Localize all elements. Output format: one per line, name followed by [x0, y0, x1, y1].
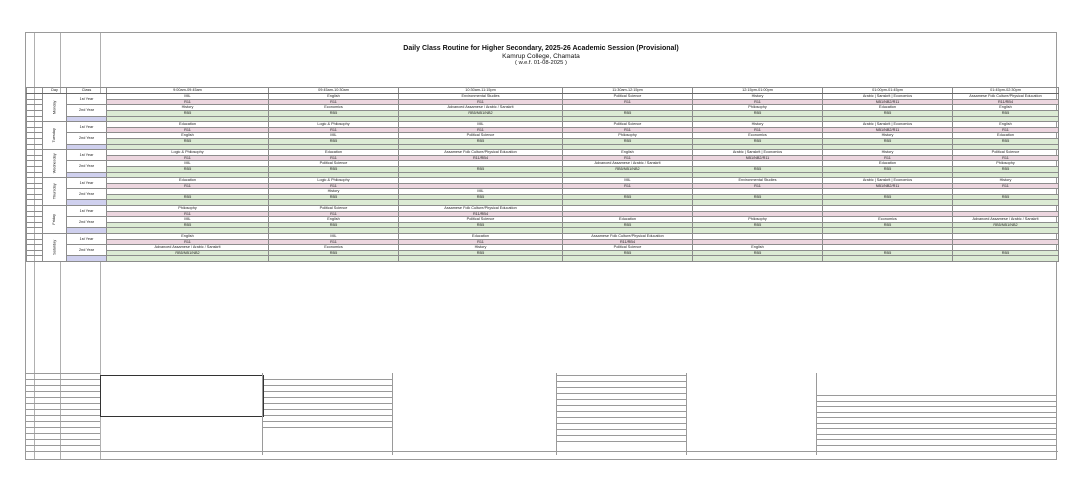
- routine-cell: RB5: [107, 194, 269, 200]
- grid-line: [262, 415, 392, 416]
- grid-line: [556, 423, 686, 424]
- class-cell: 2nd Year: [67, 105, 107, 116]
- header-class: Class: [67, 88, 107, 94]
- separator-cell: [269, 256, 399, 262]
- grid-line: [262, 403, 392, 404]
- grid-line: [26, 433, 100, 434]
- routine-cell: R11: [269, 239, 399, 245]
- routine-cell: MIL: [269, 234, 399, 240]
- page-title: Daily Class Routine for Higher Secondary, 2025-26 Academic Session (Provisional): [403, 45, 679, 52]
- routine-cell: RB5: [953, 166, 1059, 172]
- routine-cell: RB5: [953, 250, 1059, 256]
- routine-cell: R11: [399, 239, 563, 245]
- routine-cell: Logic & Philosophy: [269, 122, 399, 128]
- grid-line: [26, 427, 100, 428]
- routine-cell: RB5: [269, 250, 399, 256]
- routine-cell: R11: [563, 183, 693, 189]
- routine-cell: Logic & Philosophy: [269, 178, 399, 184]
- separator-cell: [563, 256, 693, 262]
- day-cell: [43, 150, 67, 178]
- routine-cell: English: [953, 122, 1059, 128]
- routine-cell: Assamese Folk Culture/Physical Education: [563, 234, 693, 240]
- grid-line: [26, 421, 100, 422]
- day-cell: [43, 94, 67, 122]
- grid-line: [26, 373, 100, 374]
- routine-cell: R11: [399, 99, 563, 105]
- class-cell: 2nd Year: [67, 133, 107, 144]
- routine-cell: Education: [823, 161, 953, 167]
- grid-line: [816, 373, 817, 455]
- routine-cell: RB5/NB1/NB2: [399, 110, 563, 116]
- separator-cell: [953, 256, 1059, 262]
- separator-cell: [399, 256, 563, 262]
- routine-cell: RB5: [823, 110, 953, 116]
- separator-cell: [693, 256, 823, 262]
- grid-line: [26, 379, 100, 380]
- routine-cell: R11: [269, 99, 399, 105]
- routine-cell: R11: [107, 127, 269, 133]
- grid-line: [816, 412, 1056, 413]
- routine-cell: R11: [953, 183, 1059, 189]
- routine-cell: R11: [693, 127, 823, 133]
- period-header: 11:30am-12:15pm: [563, 88, 693, 94]
- routine-cell: RB5: [823, 166, 953, 172]
- grid-line: [262, 409, 392, 410]
- class-cell-blank: [67, 256, 107, 262]
- class-cell: 1st Year: [67, 206, 107, 217]
- grid-line: [100, 451, 1058, 452]
- period-header: 12:15pm-01:00pm: [693, 88, 823, 94]
- routine-cell: RB5: [399, 222, 563, 228]
- routine-cell: RB5: [107, 110, 269, 116]
- routine-cell: R11/RB4: [399, 211, 563, 217]
- routine-cell: R11/RB4: [399, 155, 563, 161]
- grid-line: [686, 373, 687, 455]
- routine-cell: RB5: [823, 138, 953, 144]
- routine-cell: Advanced Assamese / Arabic / Sanskrit: [107, 245, 269, 251]
- class-cell: 2nd Year: [67, 245, 107, 256]
- routine-cell: RB5: [953, 138, 1059, 144]
- routine-cell: MIL: [107, 217, 269, 223]
- day-cell: [43, 122, 67, 150]
- period-header: 09:45am-10:30am: [269, 88, 399, 94]
- routine-cell: RB5: [399, 166, 563, 172]
- routine-sheet: [25, 32, 1057, 460]
- routine-cell: English: [269, 217, 399, 223]
- routine-cell: Political Science: [269, 161, 399, 167]
- routine-cell: R11: [563, 155, 693, 161]
- routine-cell: R11/RB4: [953, 99, 1059, 105]
- day-label: Thursday: [52, 183, 57, 200]
- grid-line: [262, 373, 263, 455]
- routine-cell: MIL: [269, 133, 399, 139]
- grid-line: [26, 451, 100, 452]
- routine-cell: History: [107, 105, 269, 111]
- college-name: Kamrup College, Chamata: [502, 53, 580, 60]
- routine-cell: R11: [107, 155, 269, 161]
- routine-cell: RB5: [269, 166, 399, 172]
- routine-table: [26, 87, 1059, 262]
- class-cell: 2nd Year: [67, 161, 107, 172]
- grid-line: [556, 441, 686, 442]
- routine-cell: R11: [269, 211, 399, 217]
- routine-cell: R11: [107, 239, 269, 245]
- grid-line: [26, 409, 100, 410]
- routine-cell: R11: [107, 99, 269, 105]
- day-label: Saturday: [52, 239, 57, 256]
- grid-line: [26, 439, 100, 440]
- grid-line: [816, 417, 1056, 418]
- routine-cell: Arabic | Sanskrit | Economics: [823, 178, 953, 184]
- routine-cell: Philosophy: [107, 206, 269, 212]
- routine-cell: Political Science: [563, 245, 693, 251]
- routine-cell: Philosophy: [693, 217, 823, 223]
- routine-cell: English: [953, 105, 1059, 111]
- routine-cell: Education: [107, 178, 269, 184]
- routine-cell: Arabic | Sanskrit | Economics: [823, 122, 953, 128]
- routine-cell: RB5: [693, 250, 823, 256]
- routine-cell: Advanced Assamese / Arabic / Sanskrit: [953, 217, 1059, 223]
- routine-cell: Environmental Studies: [693, 178, 823, 184]
- routine-cell: Education: [953, 133, 1059, 139]
- routine-cell: English: [563, 150, 693, 156]
- day-label: Friday: [52, 214, 57, 225]
- routine-cell: RB5: [953, 110, 1059, 116]
- grid-line: [392, 373, 393, 455]
- period-header: 10:30am-11:15pm: [399, 88, 563, 94]
- routine-cell: RB5: [107, 138, 269, 144]
- grid-line: [26, 385, 100, 386]
- period-header: 9:00am-09:45am: [107, 88, 269, 94]
- grid-line: [556, 375, 686, 376]
- grid-line: [556, 387, 686, 388]
- routine-cell: RB5: [693, 110, 823, 116]
- routine-cell: Education: [563, 217, 693, 223]
- routine-cell: Political Science: [563, 94, 693, 100]
- grid-line: [26, 397, 100, 398]
- grid-line: [556, 399, 686, 400]
- routine-cell: NB1/NB2/R11: [693, 155, 823, 161]
- routine-cell: RB5: [823, 222, 953, 228]
- routine-cell: R11: [953, 127, 1059, 133]
- routine-cell: MIL: [107, 94, 269, 100]
- routine-cell: History: [823, 133, 953, 139]
- routine-cell: Political Science: [953, 150, 1059, 156]
- routine-cell: MIL: [563, 178, 693, 184]
- routine-cell: RB5: [563, 194, 693, 200]
- routine-cell: Assamese Folk Culture/Physical Education: [399, 206, 563, 212]
- class-cell: 1st Year: [67, 122, 107, 133]
- grid-line: [262, 427, 392, 428]
- routine-cell: Advanced Assamese / Arabic / Sanskrit: [399, 105, 563, 111]
- period-header: 01:00pm-01:45pm: [823, 88, 953, 94]
- routine-cell: RB5: [693, 194, 823, 200]
- routine-cell: Environmental Studies: [399, 94, 563, 100]
- grid-line: [816, 428, 1056, 429]
- empty-box: [100, 375, 264, 417]
- class-cell: 1st Year: [67, 178, 107, 189]
- day-label: Wednesday: [52, 153, 57, 174]
- routine-cell: RB5: [269, 138, 399, 144]
- routine-cell: R11: [107, 211, 269, 217]
- routine-cell: English: [107, 133, 269, 139]
- routine-cell: RB5: [269, 222, 399, 228]
- routine-cell: RB5: [563, 222, 693, 228]
- routine-cell: English: [693, 245, 823, 251]
- routine-cell: RB5: [693, 138, 823, 144]
- grid-line: [26, 391, 100, 392]
- routine-cell: Economics: [693, 133, 823, 139]
- day-label: Tuesday: [52, 128, 57, 143]
- routine-cell: MIL: [107, 161, 269, 167]
- day-label: Monday: [52, 100, 57, 115]
- class-cell: 2nd Year: [67, 189, 107, 200]
- grid-line: [816, 401, 1056, 402]
- separator-row: [27, 256, 1059, 262]
- separator-cell: [823, 256, 953, 262]
- routine-cell: History: [693, 122, 823, 128]
- routine-cell: RB5: [563, 110, 693, 116]
- grid-line: [556, 411, 686, 412]
- routine-cell: R11: [269, 183, 399, 189]
- routine-cell: Political Science: [399, 133, 563, 139]
- routine-cell: Advanced Assamese / Arabic / Sanskrit: [563, 161, 693, 167]
- routine-cell: MIL: [399, 122, 563, 128]
- routine-cell: Arabic | Sanskrit | Economics: [823, 94, 953, 100]
- grid-line: [262, 421, 392, 422]
- routine-cell: Assamese Folk Culture/Physical Education: [953, 94, 1059, 100]
- routine-cell: RB5: [563, 138, 693, 144]
- routine-cell: Philosophy: [563, 133, 693, 139]
- grid-line: [262, 385, 392, 386]
- routine-cell: RB5: [399, 194, 563, 200]
- routine-cell: NB1/NB2/R11: [823, 183, 953, 189]
- routine-cell: RB5/NB1/NB2: [107, 250, 269, 256]
- grid-line: [262, 397, 392, 398]
- routine-cell: RB5/NB1/NB2: [953, 222, 1059, 228]
- grid-line: [816, 395, 1056, 396]
- day-cell: [43, 206, 67, 234]
- routine-cell: Philosophy: [953, 161, 1059, 167]
- grid-line: [816, 439, 1056, 440]
- routine-cell: Education: [107, 122, 269, 128]
- routine-cell: History: [693, 94, 823, 100]
- routine-cell: Arabic | Sanskrit | Economics: [693, 150, 823, 156]
- routine-cell: R11: [693, 183, 823, 189]
- routine-cell: R11: [693, 99, 823, 105]
- routine-cell: RB5: [693, 222, 823, 228]
- routine-cell: RB5: [563, 250, 693, 256]
- routine-cell: RB5: [823, 194, 953, 200]
- routine-cell: RB5: [107, 222, 269, 228]
- routine-cell: R11: [269, 155, 399, 161]
- grid-line: [816, 434, 1056, 435]
- grid-line: [556, 373, 557, 455]
- routine-cell: RB5: [823, 250, 953, 256]
- routine-cell: MIL: [399, 189, 563, 195]
- routine-cell: RB5/NB1/NB2: [563, 166, 693, 172]
- routine-cell: Economics: [269, 245, 399, 251]
- routine-cell: Education: [399, 234, 563, 240]
- routine-cell: RB5: [269, 194, 399, 200]
- margin-cell: [27, 256, 43, 262]
- routine-cell: RB5: [693, 166, 823, 172]
- routine-cell: Education: [269, 150, 399, 156]
- routine-cell: Economics: [269, 105, 399, 111]
- routine-cell: Economics: [823, 217, 953, 223]
- routine-cell: RB5: [399, 250, 563, 256]
- routine-cell: R11: [107, 183, 269, 189]
- routine-cell: R11/RB4: [563, 239, 693, 245]
- class-cell: 1st Year: [67, 150, 107, 161]
- routine-cell: Logic & Philosophy: [107, 150, 269, 156]
- routine-cell: Political Science: [399, 217, 563, 223]
- grid-line: [556, 381, 686, 382]
- grid-line: [816, 406, 1056, 407]
- routine-cell: English: [269, 94, 399, 100]
- class-cell: 2nd Year: [67, 217, 107, 228]
- grid-line: [262, 379, 392, 380]
- routine-cell: History: [823, 150, 953, 156]
- routine-cell: History: [953, 178, 1059, 184]
- routine-cell: Political Science: [563, 122, 693, 128]
- routine-cell: Political Science: [269, 206, 399, 212]
- grid-line: [816, 423, 1056, 424]
- grid-line: [816, 445, 1056, 446]
- grid-line: [556, 417, 686, 418]
- day-cell: [43, 178, 67, 206]
- routine-cell: Philosophy: [693, 105, 823, 111]
- routine-cell: RB5: [399, 138, 563, 144]
- routine-cell: Education: [823, 105, 953, 111]
- grid-line: [556, 393, 686, 394]
- grid-line: [262, 391, 392, 392]
- routine-cell: History: [269, 189, 399, 195]
- routine-cell: R11: [399, 127, 563, 133]
- routine-cell: NB1/NB2/R11: [823, 127, 953, 133]
- routine-cell: NB1/NB2/R11: [823, 99, 953, 105]
- routine-cell: English: [107, 234, 269, 240]
- routine-cell: History: [399, 245, 563, 251]
- period-header: 01:45pm-02:30pm: [953, 88, 1059, 94]
- class-cell: 1st Year: [67, 234, 107, 245]
- class-cell: 1st Year: [67, 94, 107, 105]
- routine-cell: R11: [953, 155, 1059, 161]
- effective-date: ( w.e.f. 01-08-2025 ): [515, 60, 567, 66]
- grid-line: [26, 415, 100, 416]
- routine-cell: R11: [823, 155, 953, 161]
- separator-cell: [107, 256, 269, 262]
- grid-line: [556, 435, 686, 436]
- routine-cell: RB5: [107, 166, 269, 172]
- routine-cell: RB5: [269, 110, 399, 116]
- day-cell: [43, 234, 67, 262]
- routine-cell: Assamese Folk Culture/Physical Education: [399, 150, 563, 156]
- grid-line: [556, 405, 686, 406]
- header-day: Day: [43, 88, 67, 94]
- grid-line: [26, 403, 100, 404]
- grid-line: [556, 429, 686, 430]
- routine-cell: R11: [563, 99, 693, 105]
- grid-line: [26, 445, 100, 446]
- routine-cell: RB5: [953, 194, 1059, 200]
- routine-cell: R11: [269, 127, 399, 133]
- routine-cell: R11: [563, 127, 693, 133]
